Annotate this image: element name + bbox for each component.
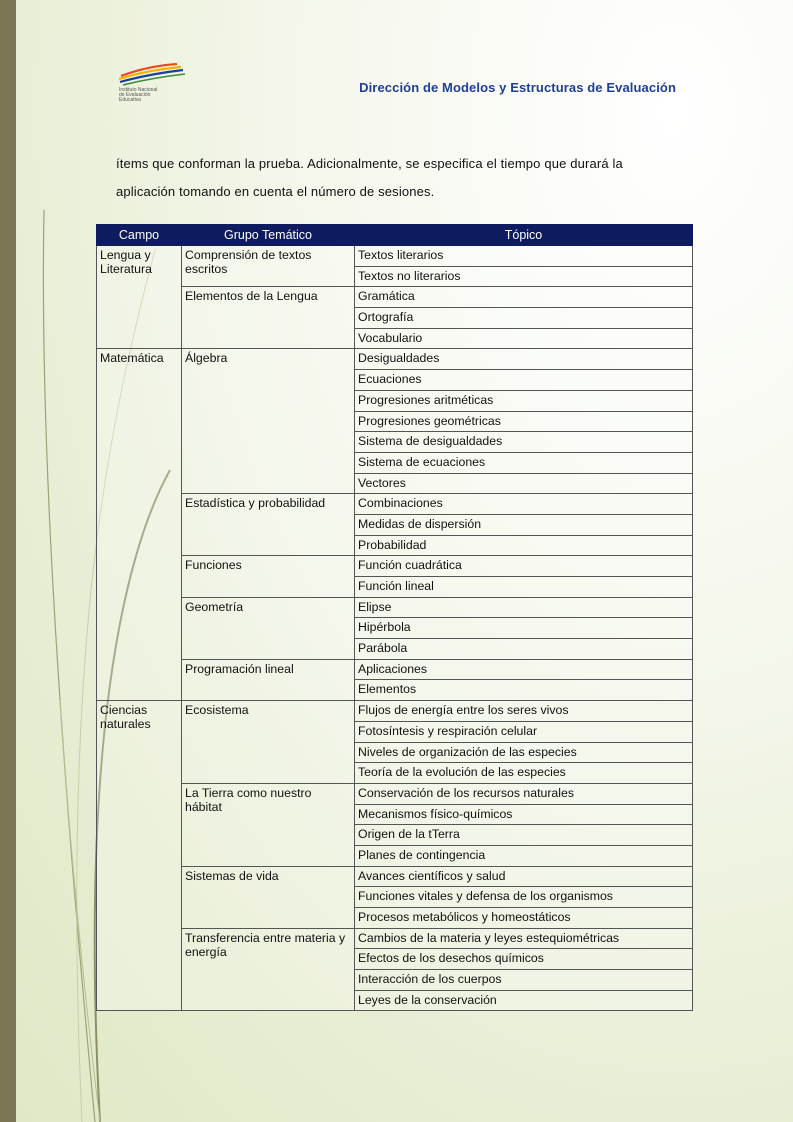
topico-cell: Teoría de la evolución de las especies [355,763,693,784]
table-header-row [97,225,693,246]
topico-cell: Procesos metabólicos y homeostáticos [355,908,693,929]
topico-cell: Aplicaciones [355,659,693,680]
topico-cell: Combinaciones [355,494,693,515]
table-row [97,928,693,949]
topico-cell: Planes de contingencia [355,845,693,866]
grupo-tematico-cell: Álgebra [182,349,355,494]
topico-cell: Función cuadrática [355,556,693,577]
table-row [97,866,693,887]
table-row [97,349,693,370]
table-row [97,494,693,515]
topico-cell: Medidas de dispersión [355,514,693,535]
table-body [97,246,693,1011]
topico-cell: Sistema de ecuaciones [355,452,693,473]
header-grupo-tematico: Grupo Temático [182,225,355,246]
topico-cell: Desigualdades [355,349,693,370]
table-row [97,659,693,680]
topico-cell: Interacción de los cuerpos [355,970,693,991]
topico-cell: Vectores [355,473,693,494]
topico-cell: Cambios de la materia y leyes estequiométricas [355,928,693,949]
topico-cell: Elementos [355,680,693,701]
topico-cell: Vocabulario [355,328,693,349]
institution-logo [117,62,189,102]
header-topico: Tópico [355,225,693,246]
grupo-tematico-cell: Estadística y probabilidad [182,494,355,556]
intro-paragraph [116,150,692,206]
topico-cell: Funciones vitales y defensa de los organismos [355,887,693,908]
topico-cell: Niveles de organización de las especies [355,742,693,763]
topico-cell: Fotosíntesis y respiración celular [355,721,693,742]
topico-cell: Parábola [355,639,693,660]
topico-cell: Ecuaciones [355,370,693,391]
topico-cell: Flujos de energía entre los seres vivos [355,701,693,722]
grupo-tematico-cell: La Tierra como nuestro hábitat [182,783,355,866]
topico-cell: Textos literarios [355,246,693,267]
logo-text-line-3: Educativa [119,97,141,102]
campo-cell: Matemática [97,349,182,701]
topico-cell: Mecanismos físico-químicos [355,804,693,825]
grupo-tematico-cell: Funciones [182,556,355,597]
grupo-tematico-cell: Ecosistema [182,701,355,784]
table-row [97,246,693,267]
topics-table [96,224,693,1011]
logo-text-line-2: de Evaluación [119,92,151,98]
grupo-tematico-cell: Geometría [182,597,355,659]
campo-cell: Lengua y Literatura [97,246,182,349]
campo-cell: Ciencias naturales [97,701,182,1011]
table-row [97,287,693,308]
topico-cell: Elipse [355,597,693,618]
topico-cell: Función lineal [355,577,693,598]
topico-cell: Probabilidad [355,535,693,556]
topico-cell: Leyes de la conservación [355,990,693,1011]
topico-cell: Progresiones geométricas [355,411,693,432]
grupo-tematico-cell: Elementos de la Lengua [182,287,355,349]
table-row [97,701,693,722]
topico-cell: Avances científicos y salud [355,866,693,887]
intro-line-2: aplicación tomando en cuenta el número de sesiones. [116,184,435,199]
table-row [97,556,693,577]
topico-cell: Gramática [355,287,693,308]
topico-cell: Hipérbola [355,618,693,639]
topico-cell: Origen de la tTerra [355,825,693,846]
topico-cell: Conservación de los recursos naturales [355,783,693,804]
logo-text-line-1: Instituto Nacional [119,87,158,93]
topico-cell: Ortografía [355,308,693,329]
topico-cell: Sistema de desigualdades [355,432,693,453]
grupo-tematico-cell: Programación lineal [182,659,355,700]
grupo-tematico-cell: Transferencia entre materia y energía [182,928,355,1011]
topico-cell: Efectos de los desechos químicos [355,949,693,970]
header-title: Dirección de Modelos y Estructuras de Evaluación [359,80,676,95]
topico-cell: Progresiones aritméticas [355,390,693,411]
intro-line-1: ítems que conforman la prueba. Adicionalmente, se especifica el tiempo que durará la [116,156,623,171]
grupo-tematico-cell: Comprensión de textos escritos [182,246,355,287]
topico-cell: Textos no literarios [355,266,693,287]
table-row [97,783,693,804]
header-campo: Campo [97,225,182,246]
grupo-tematico-cell: Sistemas de vida [182,866,355,928]
table-row [97,597,693,618]
